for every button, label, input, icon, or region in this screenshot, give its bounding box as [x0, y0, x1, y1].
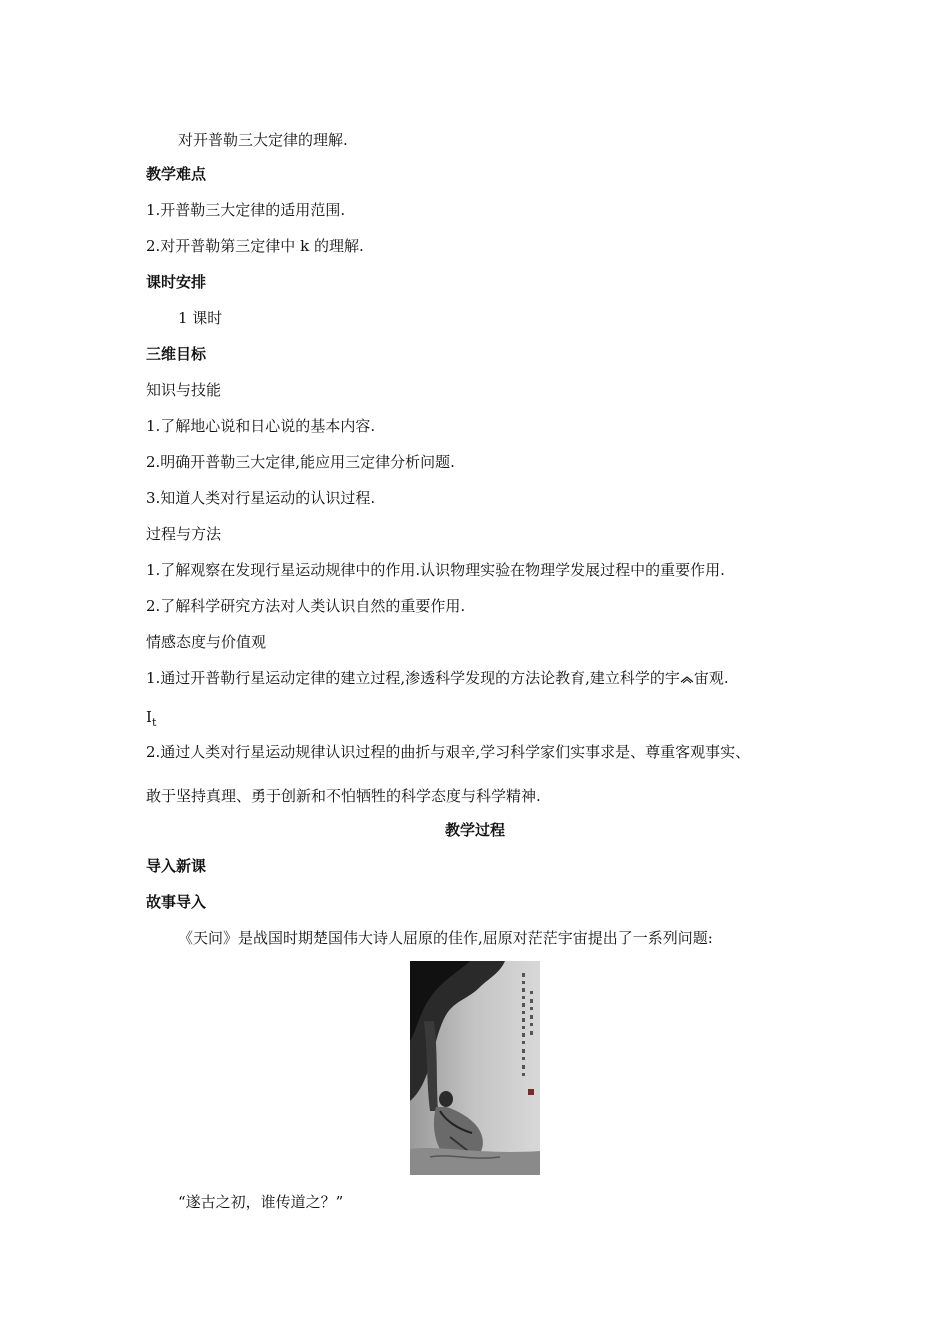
difficulty-item-1: 1.开普勒三大定律的适用范围.	[146, 201, 346, 219]
knowledge-item-2: 2.明确开普勒三大定律,能应用三定律分析问题.	[146, 453, 455, 471]
intro-subheading: 故事导入	[146, 893, 207, 911]
caret-mark-icon	[680, 674, 694, 684]
stray-glyph-sub: t	[151, 716, 157, 729]
focus-text: 对开普勒三大定律的理解.	[178, 131, 348, 149]
attitude-heading: 情感态度与价值观	[146, 633, 267, 651]
knowledge-item-3: 3.知道人类对行星运动的认识过程.	[146, 489, 376, 507]
attitude-item-2-line-2: 敢于坚持真理、勇于创新和不怕牺牲的科学态度与科学精神.	[146, 787, 541, 805]
knowledge-item-1: 1.了解地心说和日心说的基本内容.	[146, 417, 376, 435]
process-item-1: 1.了解观察在发现行星运动规律中的作用.认识物理实验在物理学发展过程中的重要作用.	[146, 561, 725, 579]
painting-image	[410, 961, 540, 1175]
schedule-text: 1 课时	[178, 309, 223, 327]
attitude-item-1-part-b: 宙观.	[693, 669, 729, 687]
attitude-item-1-part-a: 1.通过开普勒行星运动定律的建立过程,渗透科学发现的方法论教育,建立科学的宇	[146, 669, 680, 687]
attitude-item-2-line-1: 2.通过人类对行星运动规律认识过程的曲折与艰辛,学习科学家们实事求是、尊重客观事实、	[146, 743, 751, 761]
qu-yuan-painting	[410, 961, 540, 1175]
intro-quote: “遂古之初，谁传道之？”	[178, 1193, 344, 1211]
schedule-heading: 课时安排	[146, 273, 207, 291]
intro-heading: 导入新课	[146, 857, 207, 875]
stray-glyph-main: I	[146, 708, 152, 726]
stray-glyph	[146, 708, 156, 729]
process-item-2: 2.了解科学研究方法对人类认识自然的重要作用.	[146, 597, 466, 615]
process-heading: 过程与方法	[146, 525, 222, 543]
knowledge-heading: 知识与技能	[146, 381, 222, 399]
intro-text: 《天问》是战国时期楚国伟大诗人屈原的佳作,屈原对茫茫宇宙提出了一系列问题:	[178, 929, 713, 947]
attitude-item-1	[146, 668, 729, 688]
difficulty-heading: 教学难点	[146, 165, 207, 183]
process-title: 教学过程	[444, 821, 505, 839]
difficulty-item-2: 2.对开普勒第三定律中 k 的理解.	[146, 237, 364, 255]
objectives-heading: 三维目标	[146, 345, 207, 363]
